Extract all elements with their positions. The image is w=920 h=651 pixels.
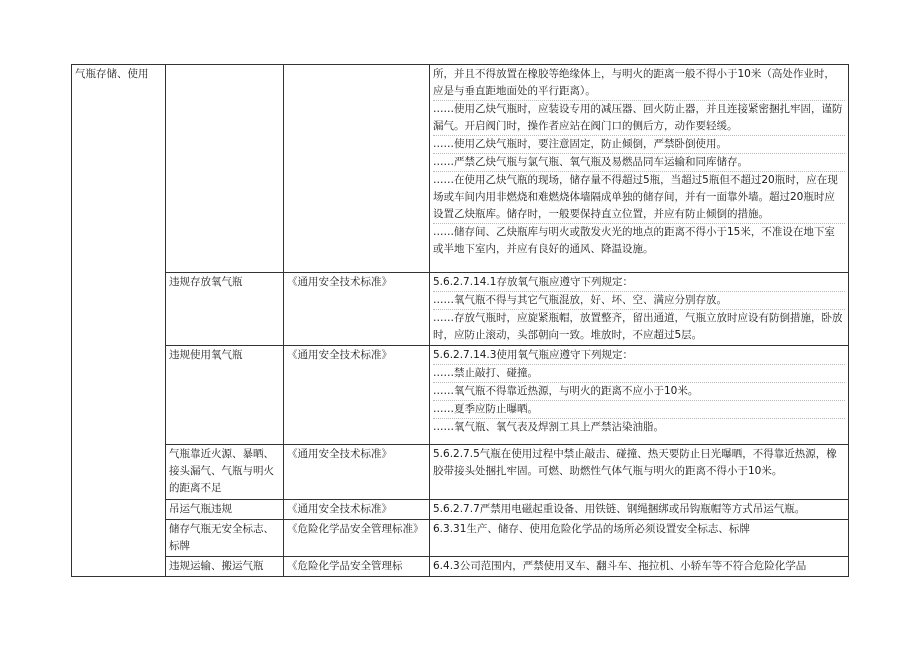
issue-text: 违规运输、搬运气瓶 <box>169 560 264 572</box>
content-cell <box>430 500 849 520</box>
standard-text: 《通用安全技术标准》 <box>287 349 392 361</box>
content-paragraph: 所，并且不得放置在橡胶等绝缘体上，与明火的距离一般不得小于10米（高处作业时，应是与垂直距地面处的平行距离）。 <box>433 66 845 101</box>
content-cell <box>430 445 849 500</box>
content-cell <box>430 520 849 557</box>
standard-text: 《危险化学品安全管理标 <box>287 560 403 572</box>
standard-cell <box>284 557 430 577</box>
content-paragraph: ……存放气瓶时，应旋紧瓶帽，放置整齐，留出通道，气瓶立放时应设有防倒措施，卧放时，应防止滚动，头部朝向一致。堆放时，不应超过5层。 <box>433 312 843 341</box>
content-paragraph: ……使用乙炔气瓶时，应装设专用的减压器、回火防止器，并且连接紧密捆扎牢固，谨防漏气。开启阀门时，操作者应站在阀门口的侧后方，动作要轻缓。 <box>433 101 845 136</box>
content-cell <box>430 346 849 445</box>
issue-text: 违规使用氧气瓶 <box>169 349 243 361</box>
content-paragraph: 5.6.2.7.14.1存放氧气瓶应遵守下列规定： <box>433 274 845 292</box>
standard-cell <box>284 445 430 500</box>
standard-text: 《通用安全技术标准》 <box>287 503 392 515</box>
content-cell <box>430 557 849 577</box>
content-paragraph: ……储存间、乙炔瓶库与明火或散发火光的地点的距离不得小于15米，不准设在地下室或半地下室内，并应有良好的通风、降温设施。 <box>433 226 835 255</box>
content-paragraph: 6.4.3公司范围内，严禁使用叉车、翻斗车、拖拉机、小轿车等不符合危险化学品 <box>433 560 807 572</box>
standard-text: 《通用安全技术标准》 <box>287 448 392 460</box>
content-paragraph: ……在使用乙炔气瓶的现场，储存量不得超过5瓶，当超过5瓶但不超过20瓶时，应在现场或车间内用非燃烧和难燃烧体墙隔成单独的储存间，并有一面靠外墙。超过20瓶时应设置乙炔瓶库。储存时，一般要保持直立位置，并应有防止倾倒的措施。 <box>433 172 845 224</box>
content-paragraph: ……夏季应防止曝晒。 <box>433 401 845 419</box>
standard-cell <box>284 346 430 445</box>
content-paragraph: ……氧气瓶、氧气表及焊割工具上严禁沾染油脂。 <box>433 421 664 433</box>
issue-text: 储存气瓶无安全标志、标牌 <box>169 523 274 552</box>
standard-cell <box>284 65 430 273</box>
content-paragraph: ……严禁乙炔气瓶与氯气瓶、氧气瓶及易燃品同车运输和同库储存。 <box>433 154 845 172</box>
table-row <box>72 346 849 445</box>
content-paragraph: ……禁止敲打、碰撞。 <box>433 365 845 383</box>
standard-cell <box>284 520 430 557</box>
content-paragraph: 5.6.2.7.14.3使用氧气瓶应遵守下列规定： <box>433 347 845 365</box>
content-paragraph: ……氧气瓶不得靠近热源，与明火的距离不应小于10米。 <box>433 383 845 401</box>
content-paragraph: ……氧气瓶不得与其它气瓶混放，好、坏、空、满应分别存放。 <box>433 292 845 310</box>
content-paragraph: 5.6.2.7.7严禁用电磁起重设备、用铁链、钢绳捆绑或吊钩瓶帽等方式吊运气瓶。 <box>433 503 806 515</box>
issue-text: 违规存放氧气瓶 <box>169 276 243 288</box>
table-row <box>72 500 849 520</box>
table-row <box>72 273 849 346</box>
standard-cell <box>284 273 430 346</box>
content-cell <box>430 65 849 273</box>
table-row <box>72 520 849 557</box>
issue-cell <box>166 445 284 500</box>
issue-text: 气瓶靠近火源、暴晒、接头漏气、气瓶与明火的距离不足 <box>169 448 274 494</box>
content-paragraph: ……使用乙炔气瓶时，要注意固定，防止倾倒，严禁卧倒使用。 <box>433 136 845 154</box>
table-row <box>72 557 849 577</box>
safety-standards-table <box>71 64 849 577</box>
standard-text: 《通用安全技术标准》 <box>287 276 392 288</box>
category-cell <box>72 65 166 577</box>
issue-cell <box>166 557 284 577</box>
content-paragraph: 5.6.2.7.5气瓶在使用过程中禁止敲击、碰撞、热天要防止日光曝晒，不得靠近热源，橡胶带接头处捆扎牢固。可燃、助燃性气体气瓶与明火的距离不得小于10米。 <box>433 448 837 477</box>
issue-text: 吊运气瓶违规 <box>169 503 232 515</box>
issue-cell <box>166 520 284 557</box>
table-row <box>72 445 849 500</box>
content-paragraph: 6.3.31生产、储存、使用危险化学品的场所必须设置安全标志、标牌 <box>433 523 750 535</box>
issue-cell <box>166 346 284 445</box>
standard-text: 《危险化学品安全管理标准》 <box>287 523 424 535</box>
category-label: 气瓶存储、使用 <box>75 68 149 80</box>
issue-cell <box>166 65 284 273</box>
content-cell <box>430 273 849 346</box>
standard-cell <box>284 500 430 520</box>
issue-cell <box>166 273 284 346</box>
table-row <box>72 65 849 273</box>
issue-cell <box>166 500 284 520</box>
